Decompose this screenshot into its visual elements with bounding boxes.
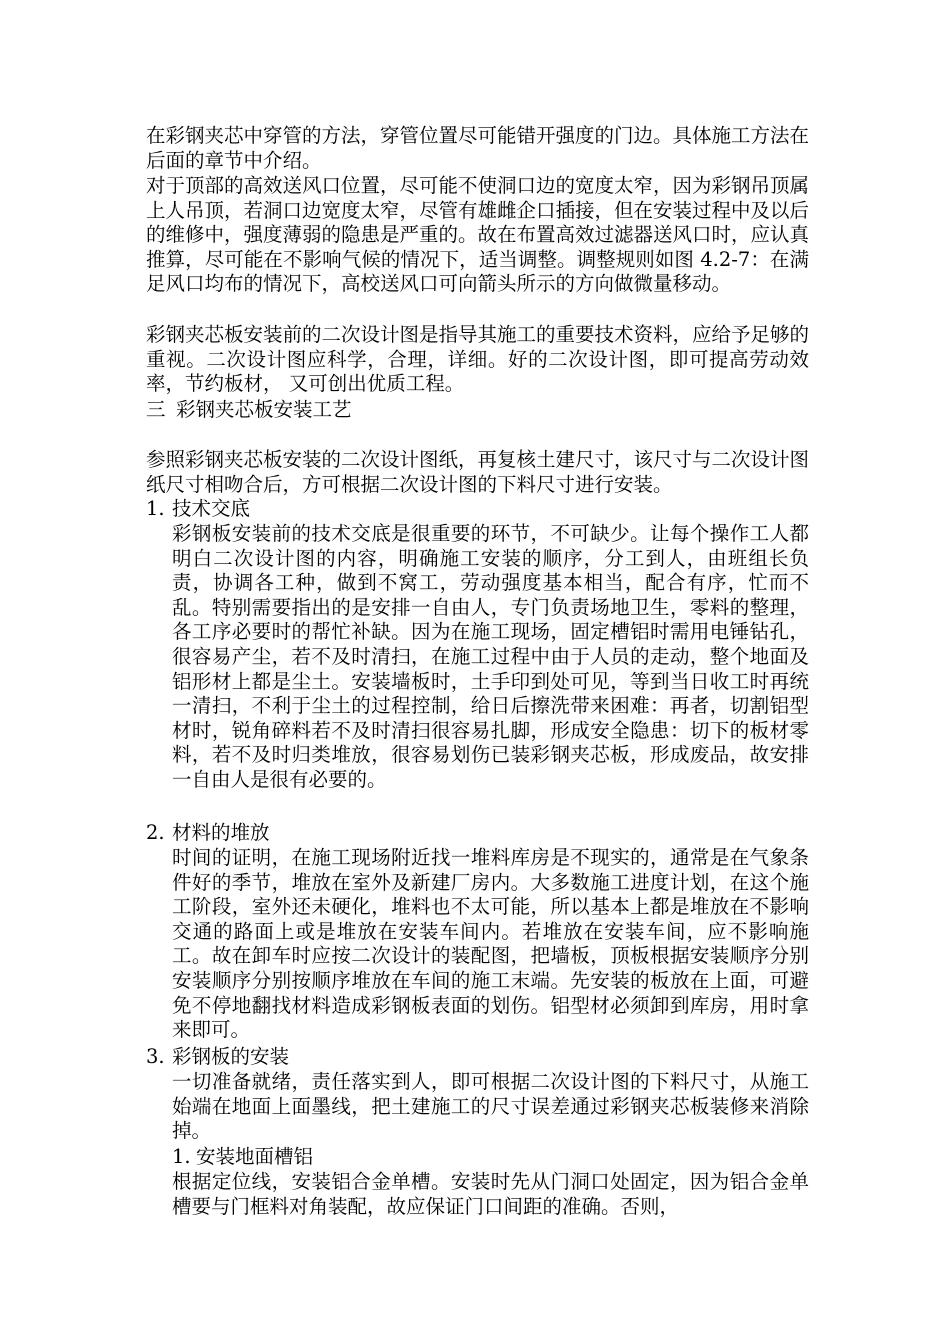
item-number: 3.	[146, 1045, 165, 1068]
item-heading-3	[146, 1045, 289, 1070]
subitem-number: 1.	[172, 1145, 191, 1168]
item-title: 彩钢板的安装	[172, 1045, 290, 1068]
item-heading-1	[146, 497, 250, 522]
paragraph-secondary-design: 彩钢夹芯板安装前的二次设计图是指导其施工的重要技术资料，应给予足够的重视。二次设计图应科学，合理，详细。好的二次设计图，即可提高劳动效率，节约板材， 又可创出优质工程。	[146, 323, 810, 396]
item-body-2: 时间的证明，在施工现场附近找一堆料库房是不现实的，通常是在气象条件好的季节，堆放在室外及新建厂房内。大多数施工进度计划，在这个施工阶段，室外还未硬化，堆料也不太可能，所以基本上都是堆放在不影响交通的路面上或是堆放在安装车间内。若堆放在安装车间，应不影响施工。故在卸车时应按二次设计的装配图，把墙板，顶板根据安装顺序分别安装顺序分别按顺序堆放在车间的施工末端。先安装的板放在上面，可避免不停地翻找材料造成彩钢板表面的划伤。铝型材必须卸到库房，用时拿来即可。	[172, 846, 809, 1042]
item-number: 2.	[146, 821, 165, 844]
section-heading	[146, 398, 352, 423]
subitem-title: 安装地面槽铝	[196, 1145, 314, 1168]
item-number: 1.	[146, 497, 165, 520]
item-title: 技术交底	[172, 497, 251, 520]
item-body-3: 一切准备就绪，责任落实到人，即可根据二次设计图的下料尺寸，从施工始端在地面上面墨线，把土建施工的尺寸误差通过彩钢夹芯板装修来消除掉。	[172, 1070, 809, 1143]
item-title: 材料的堆放	[172, 821, 270, 844]
subitem-heading	[172, 1145, 313, 1170]
subitem-body: 根据定位线，安装铝合金单槽。安装时先从门洞口处固定，因为铝合金单槽要与门框料对角装配，故应保证门口间距的准确。否则，	[172, 1170, 809, 1218]
section-number: 三	[146, 398, 166, 421]
paragraph-pipe-method: 在彩钢夹芯中穿管的方法，穿管位置尽可能错开强度的门边。具体施工方法在后面的章节中介绍。	[146, 124, 810, 172]
item-body-1: 彩钢板安装前的技术交底是很重要的环节，不可缺少。让每个操作工人都明白二次设计图的内容，明确施工安装的顺序，分工到人，由班组长负责，协调各工种，做到不窝工，劳动强度基本相当，配合有序，忙而不乱。特别需要指出的是安排一自由人，专门负责场地卫生，零料的整理，各工序必要时的帮忙补缺。因为在施工现场，固定槽铝时需用电锤钻孔，很容易产尘，若不及时清扫，在施工过程中由于人员的走动，整个地面及铝形材上都是尘土。安装墙板时，土手印到处可见，等到当日收工时再统一清扫，不利于尘土的过程控制，给日后擦洗带来困难：再者，切割铝型材时，锐角碎料若不及时清扫很容易扎脚，形成安全隐患：切下的板材零料，若不及时归类堆放，很容易划伤已装彩钢夹芯板，形成废品，故安排一自由人是很有必要的。	[172, 522, 809, 791]
section-title: 彩钢夹芯板安装工艺	[176, 398, 352, 421]
section-intro: 参照彩钢夹芯板安装的二次设计图纸，再复核土建尺寸，该尺寸与二次设计图纸尺寸相吻合后，方可根据二次设计图的下料尺寸进行安装。	[146, 448, 810, 496]
paragraph-air-outlet: 对于顶部的高效送风口位置，尽可能不使洞口边的宽度太窄，因为彩钢吊顶属上人吊顶，若洞口边宽度太窄，尽管有雄雌企口插接，但在安装过程中及以后的维修中，强度薄弱的隐患是严重的。故在布置高效过滤器送风口时，应认真推算，尽可能在不影响气候的情况下，适当调整。调整规则如图 4.2-7：在满足风口均布的情况下，高校送风口可向箭头所示的方向做微量移动。	[146, 174, 810, 296]
item-heading-2	[146, 821, 270, 846]
